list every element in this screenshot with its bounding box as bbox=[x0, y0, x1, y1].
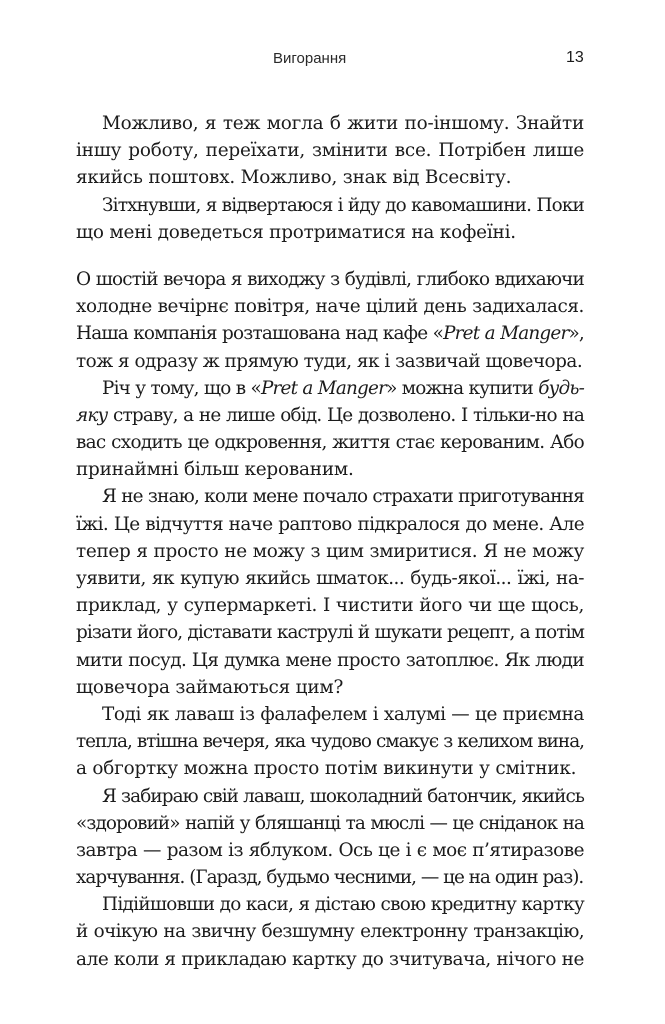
running-head: Вигорання bbox=[273, 50, 347, 67]
text-line: Підійшовши до каси, я дістаю свою кредитну картку bbox=[102, 894, 584, 916]
text-line: «здоровий» напій у бляшанці та мюслі — це сніданок на bbox=[76, 812, 584, 834]
text-line: тепла, втішна вечеря, яка чудово смакує з келихом вина, bbox=[76, 731, 584, 753]
page-number: 13 bbox=[566, 49, 584, 66]
text-line: вас сходить це одкровення, життя стає керованим. Або bbox=[76, 432, 584, 454]
text-line: харчування. (Гаразд, будьмо чесними, — це на один раз). bbox=[76, 867, 584, 889]
text-line: але коли я прикладаю картку до зчитувача, нічого не bbox=[76, 948, 584, 970]
body-text bbox=[76, 110, 584, 973]
text-line: а обгортку можна просто потім викинути у смітник. bbox=[76, 758, 577, 780]
text-line: тож я одразу ж прямую туди, як і зазвичай щовечора. bbox=[76, 350, 583, 372]
text-line: щовечора займаються цим? bbox=[76, 676, 344, 698]
text-line: завтра — разом із яблуком. Ось це і є моє п’ятиразове bbox=[76, 839, 584, 861]
text-line: їжі. Це відчуття наче раптово підкралося до мене. Але bbox=[76, 513, 584, 535]
text-line: яку страву, а не лише обід. Це дозволено. І тільки-но на bbox=[76, 404, 584, 426]
text-line: різати його, діставати каструлі й шукати рецепт, а потім bbox=[76, 622, 584, 644]
text-line: що мені доведеться протриматися на кофеїні. bbox=[76, 221, 516, 243]
text-line: Річ у тому, що в «Pret a Manger» можна купити будь- bbox=[102, 377, 584, 399]
text-line: приклад, у супермаркеті. І чистити його чи ще щось, bbox=[76, 595, 584, 617]
text-line: тепер я просто не можу з цим змиритися. Я не можу bbox=[76, 540, 584, 562]
text-line: Зітхнувши, я відвертаюся і йду до кавомашини. Поки bbox=[102, 194, 584, 216]
text-line: Я забираю свій лаваш, шоколадний батончик, якийсь bbox=[102, 785, 584, 807]
text-line: якийсь поштовх. Можливо, знак від Всесвіту. bbox=[76, 167, 512, 189]
text-line: Можливо, я теж могла б жити по-іншому. Знайти bbox=[102, 113, 584, 134]
text-line: принаймні більш керованим. bbox=[76, 459, 354, 481]
text-line: мити посуд. Ця думка мене просто затоплює. Як люди bbox=[76, 649, 584, 671]
text-line: Тоді як лаваш із фалафелем і халумі — це приємна bbox=[102, 703, 584, 725]
text-line: О шостій вечора я виходжу з будівлі, глибоко вдихаючи bbox=[76, 268, 584, 290]
text-line: Наша компанія розташована над кафе «Pret a Manger», bbox=[76, 323, 584, 345]
section-break bbox=[76, 246, 584, 266]
text-line: й очікую на звичну безшумну електронну транзакцію, bbox=[76, 921, 584, 943]
text-line: уявити, як купую якийсь шматок... будь-якої... їжі, на- bbox=[76, 568, 584, 589]
text-line: іншу роботу, переїхати, змінити все. Потрібен лише bbox=[76, 140, 584, 162]
text-line: Я не знаю, коли мене почало страхати приготування bbox=[102, 486, 584, 508]
text-line: холодне вечірнє повітря, наче цілий день задихалася. bbox=[76, 296, 584, 318]
